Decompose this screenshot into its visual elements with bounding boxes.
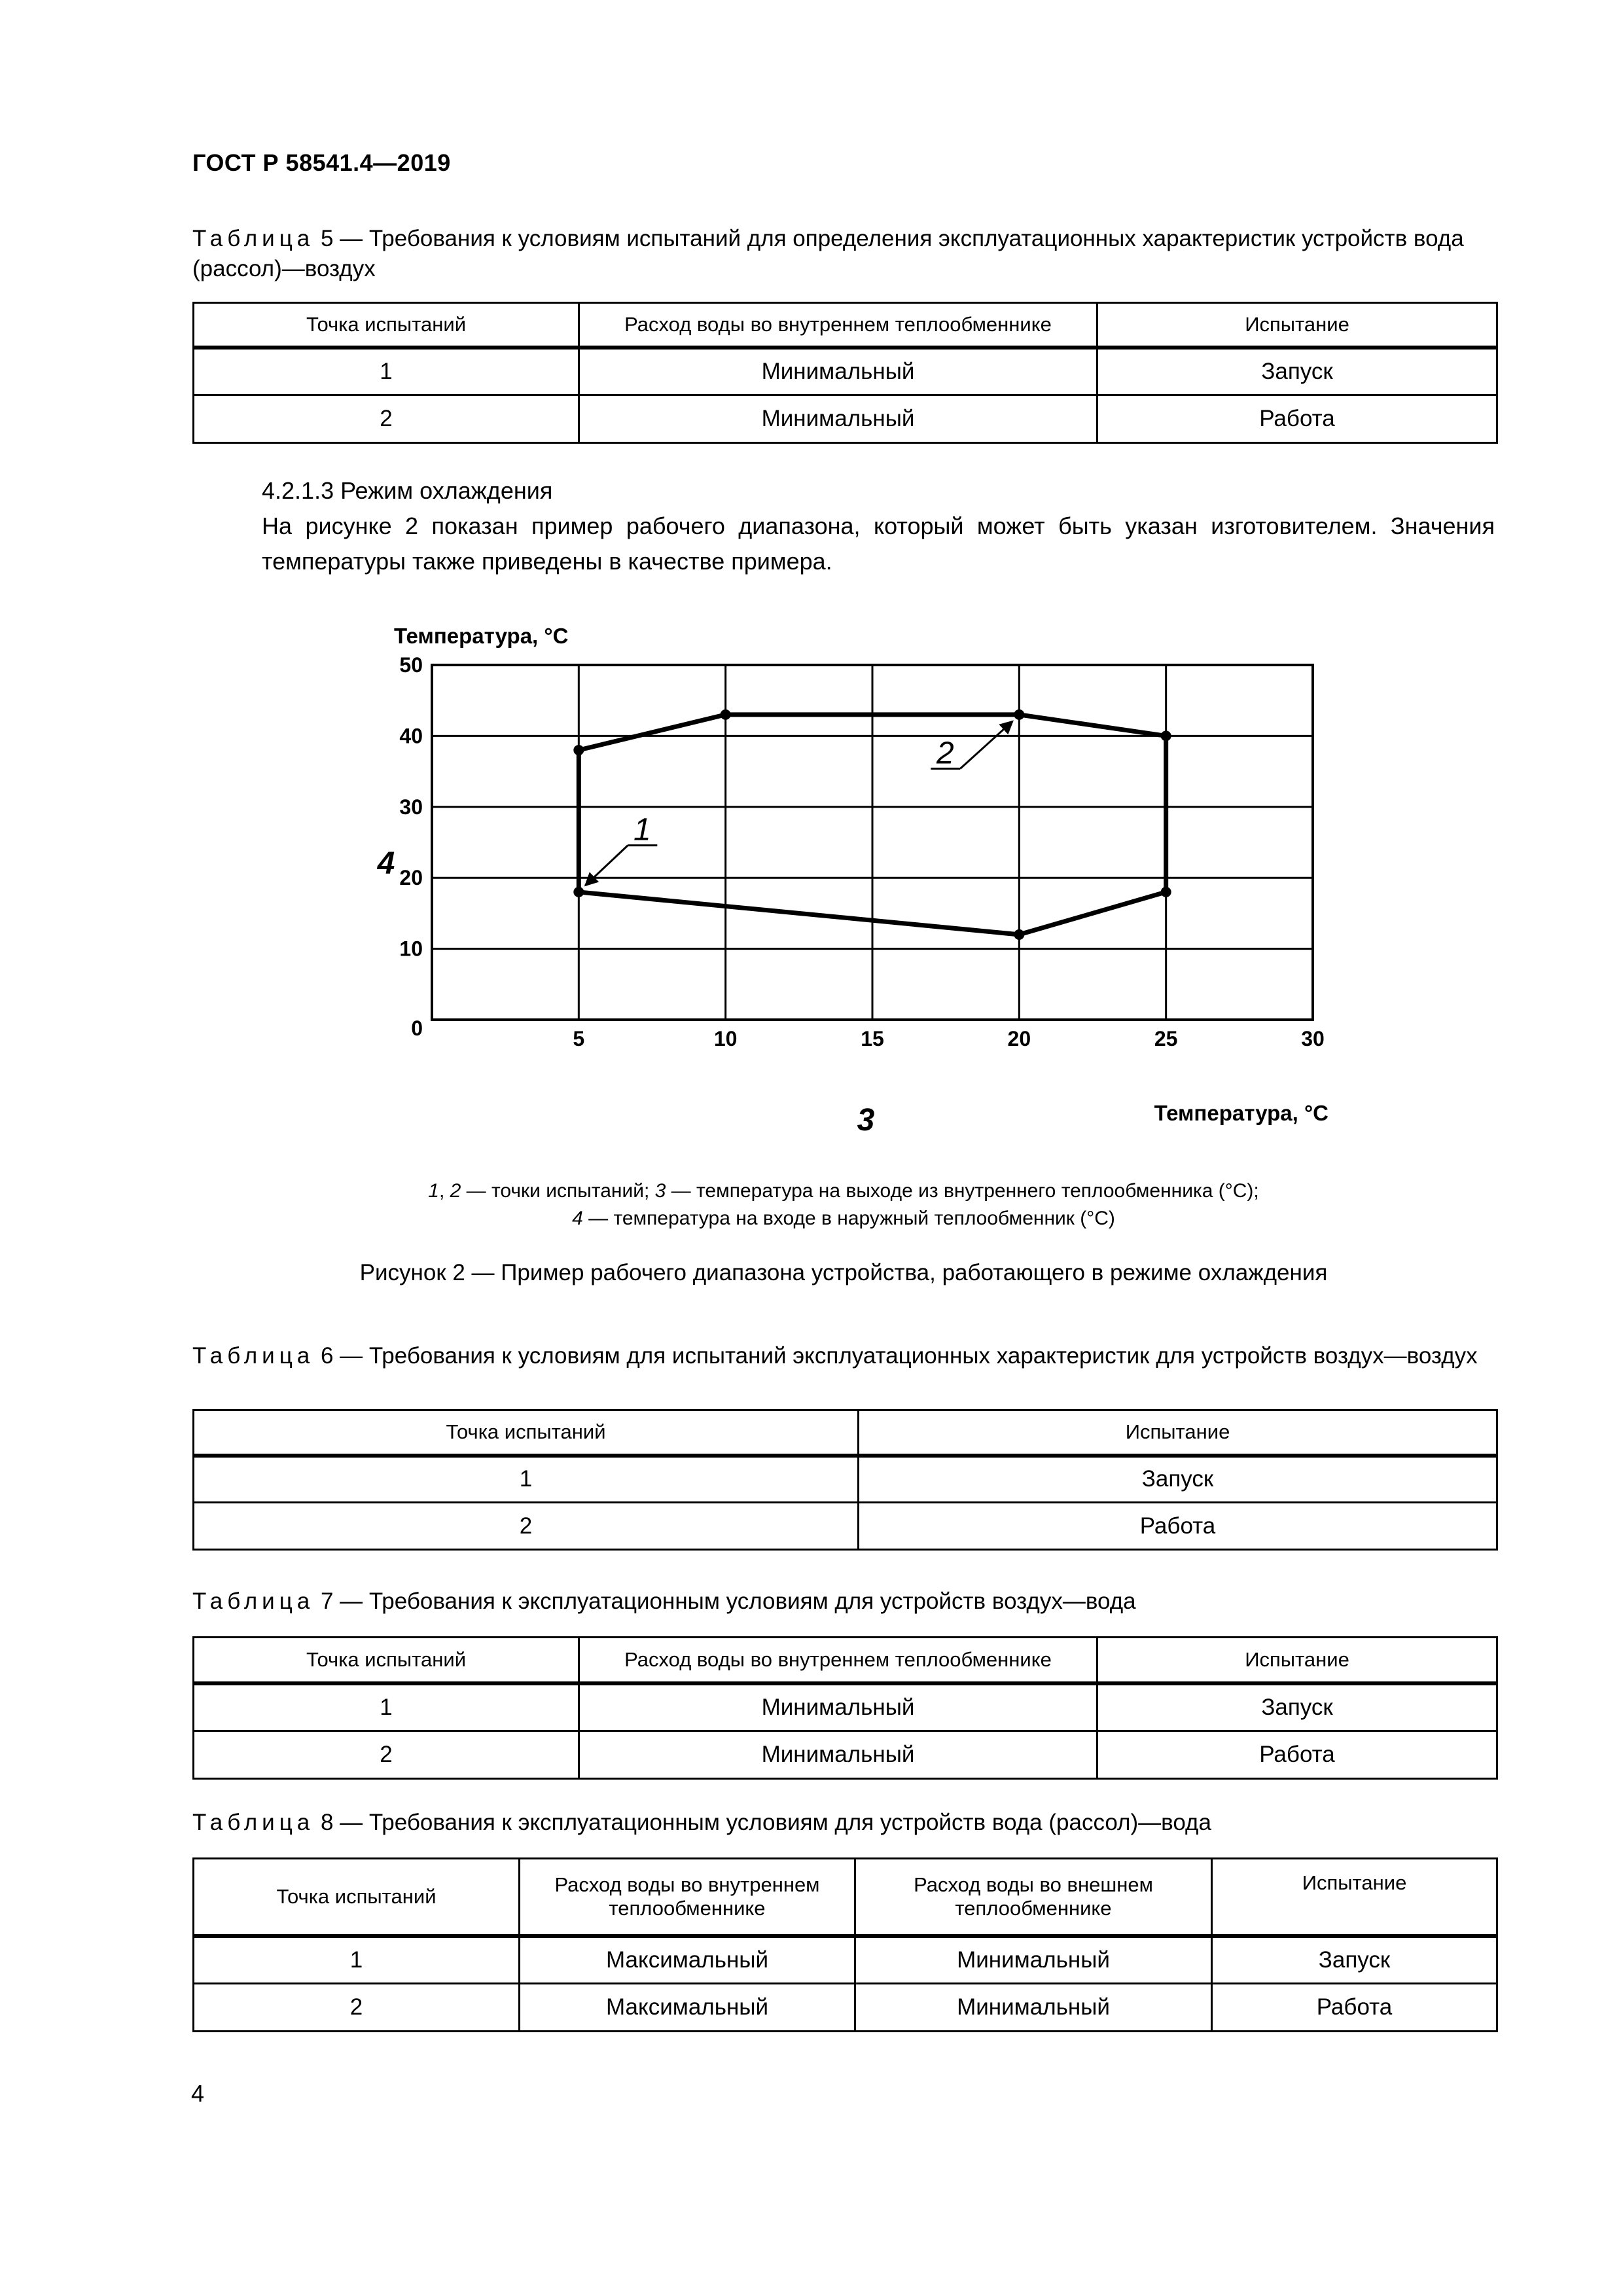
- x-tick-label: 30: [1301, 1027, 1325, 1050]
- table6-header-cell: Точка испытаний: [194, 1410, 859, 1456]
- table5-header-cell: Испытание: [1097, 303, 1497, 348]
- legend-text: ,: [438, 1180, 450, 1202]
- y-axis-label: Температура, °С: [394, 624, 569, 648]
- table-cell: Запуск: [1212, 1936, 1497, 1984]
- table5-header-row: [194, 303, 1497, 348]
- table7-header-cell: Точка испытаний: [194, 1638, 579, 1683]
- table-cell: Запуск: [1097, 1683, 1497, 1731]
- legend-line-2: [192, 1205, 1495, 1232]
- chart-grid: [432, 665, 1313, 1020]
- y-tick-label: 50: [399, 653, 423, 677]
- table5-header-cell: Расход воды во внутреннем теплообменнике: [579, 303, 1097, 348]
- data-point: [573, 887, 584, 897]
- table-cell: Работа: [1097, 1731, 1497, 1779]
- section-4-2-1-3: [192, 473, 1495, 579]
- table-cell: 2: [194, 1503, 859, 1550]
- table6-label: Таблица: [192, 1343, 315, 1369]
- figure-caption: Рисунок 2 — Пример рабочего диапазона устройства, работающего в режиме охлаждения: [359, 1260, 1328, 1285]
- table-cell: 2: [194, 1731, 579, 1779]
- data-point: [721, 709, 731, 720]
- legend-item-num: 2: [450, 1180, 461, 1202]
- table8-label: Таблица: [192, 1810, 315, 1835]
- table-cell: Работа: [859, 1503, 1497, 1550]
- x-tick-label: 5: [573, 1027, 585, 1050]
- table-cell: 1: [194, 1683, 579, 1731]
- table-cell: Запуск: [859, 1456, 1497, 1503]
- table-row: [194, 1503, 1497, 1550]
- table-row: [194, 1683, 1497, 1731]
- table8-header-cell: Расход воды во внешнем теплообменнике: [855, 1859, 1212, 1936]
- table-row: [194, 395, 1497, 443]
- annotation-label: 1: [633, 812, 651, 848]
- table-cell: Минимальный: [579, 395, 1097, 443]
- table-cell: Максимальный: [520, 1984, 855, 2032]
- table7-header-cell: Расход воды во внутреннем теплообменнике: [579, 1638, 1097, 1683]
- x-tick-label: 25: [1154, 1027, 1178, 1050]
- table-cell: Минимальный: [855, 1984, 1212, 2032]
- table7-header-row: [194, 1638, 1497, 1683]
- table-row: [194, 1984, 1497, 2032]
- table-cell: Минимальный: [579, 348, 1097, 395]
- table8-header-cell: Испытание: [1212, 1859, 1497, 1936]
- y-tick-label: 40: [399, 724, 423, 748]
- document-code: ГОСТ Р 58541.4—2019: [192, 149, 451, 176]
- legend-item-num: 1: [428, 1180, 439, 1202]
- table6-header-cell: Испытание: [859, 1410, 1497, 1456]
- table-cell: Максимальный: [520, 1936, 855, 1984]
- data-point: [1014, 929, 1024, 940]
- table-row: [194, 1456, 1497, 1503]
- x-axis-label: Температура, °С: [1154, 1101, 1329, 1125]
- table5-caption: [192, 224, 1495, 284]
- table-cell: 2: [194, 395, 579, 443]
- data-point: [1161, 887, 1171, 897]
- x-tick-label: 10: [713, 1027, 738, 1050]
- table7-caption: [192, 1587, 1495, 1617]
- y-tick-label: 20: [399, 866, 423, 890]
- table6: [192, 1409, 1498, 1551]
- table8: [192, 1857, 1498, 2032]
- table5-label: Таблица: [192, 226, 315, 251]
- table-cell: Запуск: [1097, 348, 1497, 395]
- table7-header-cell: Испытание: [1097, 1638, 1497, 1683]
- data-point: [1161, 730, 1171, 741]
- table-cell: Минимальный: [855, 1936, 1212, 1984]
- table5-title: 5 — Требования к условиям испытаний для определения эксплуатационных характеристик устройств вода (рассол)—воздух: [192, 226, 1464, 281]
- chart-annotations: [585, 721, 1012, 886]
- x-axis-callout: 3: [857, 1103, 875, 1138]
- annotation-arrow: [960, 721, 1012, 769]
- table8-header-cell: Расход воды во внутреннем теплообменнике: [520, 1859, 855, 1936]
- annotation-label: 2: [936, 736, 954, 771]
- x-tick-label: 20: [1007, 1027, 1031, 1050]
- table6-title: 6 — Требования к условиям для испытаний эксплуатационных характеристик для устройств воздух—воздух: [314, 1343, 1478, 1369]
- y-tick-label: 30: [399, 795, 423, 819]
- table-cell: 2: [194, 1984, 520, 2032]
- table6-header-row: [194, 1410, 1497, 1456]
- table-cell: 1: [194, 1456, 859, 1503]
- table7: [192, 1636, 1498, 1780]
- table-row: [194, 1731, 1497, 1779]
- legend-text: — температура на входе в наружный теплообменник (°C): [582, 1208, 1115, 1229]
- table-row: [194, 348, 1497, 395]
- y-tick-label: 0: [411, 1016, 423, 1040]
- data-point: [573, 745, 584, 755]
- x-tick-label: 15: [861, 1027, 884, 1050]
- table-cell: Минимальный: [579, 1731, 1097, 1779]
- operating-range-chart: [366, 609, 1335, 1152]
- table-cell: Работа: [1097, 395, 1497, 443]
- legend-text: — точки испытаний;: [461, 1180, 655, 1202]
- table5: [192, 302, 1498, 444]
- table-row: [194, 1936, 1497, 1984]
- section-heading: 4.2.1.3 Режим охлаждения: [262, 477, 553, 504]
- table8-caption: [192, 1808, 1495, 1838]
- table-cell: 1: [194, 1936, 520, 1984]
- section-paragraph: На рисунке 2 показан пример рабочего диапазона, который может быть указан изготовителем. Значения температуры также приведены в качестве примера.: [262, 512, 1495, 575]
- legend-item-num: 3: [654, 1180, 666, 1202]
- page-number: 4: [191, 2080, 205, 2107]
- data-point: [1014, 709, 1024, 720]
- table5-header-cell: Точка испытаний: [194, 303, 579, 348]
- legend-item-num: 4: [572, 1208, 583, 1229]
- table8-title: 8 — Требования к эксплуатационным условиям для устройств вода (рассол)—вода: [314, 1810, 1211, 1835]
- table7-title: 7 — Требования к эксплуатационным условиям для устройств воздух—вода: [314, 1588, 1136, 1614]
- table-cell: 1: [194, 348, 579, 395]
- table-cell: Работа: [1212, 1984, 1497, 2032]
- table6-caption: [192, 1341, 1495, 1371]
- y-tick-label: 10: [399, 937, 423, 961]
- table8-header-row: [194, 1859, 1497, 1936]
- y-axis-callout: 4: [377, 846, 395, 881]
- legend-line-1: [192, 1177, 1495, 1205]
- table7-label: Таблица: [192, 1588, 315, 1614]
- table8-header-cell: Точка испытаний: [194, 1859, 520, 1936]
- figure-legend: [192, 1177, 1495, 1232]
- table-cell: Минимальный: [579, 1683, 1097, 1731]
- legend-text: — температура на выходе из внутреннего теплообменника (°C);: [666, 1180, 1259, 1202]
- annotation-arrow: [585, 846, 628, 886]
